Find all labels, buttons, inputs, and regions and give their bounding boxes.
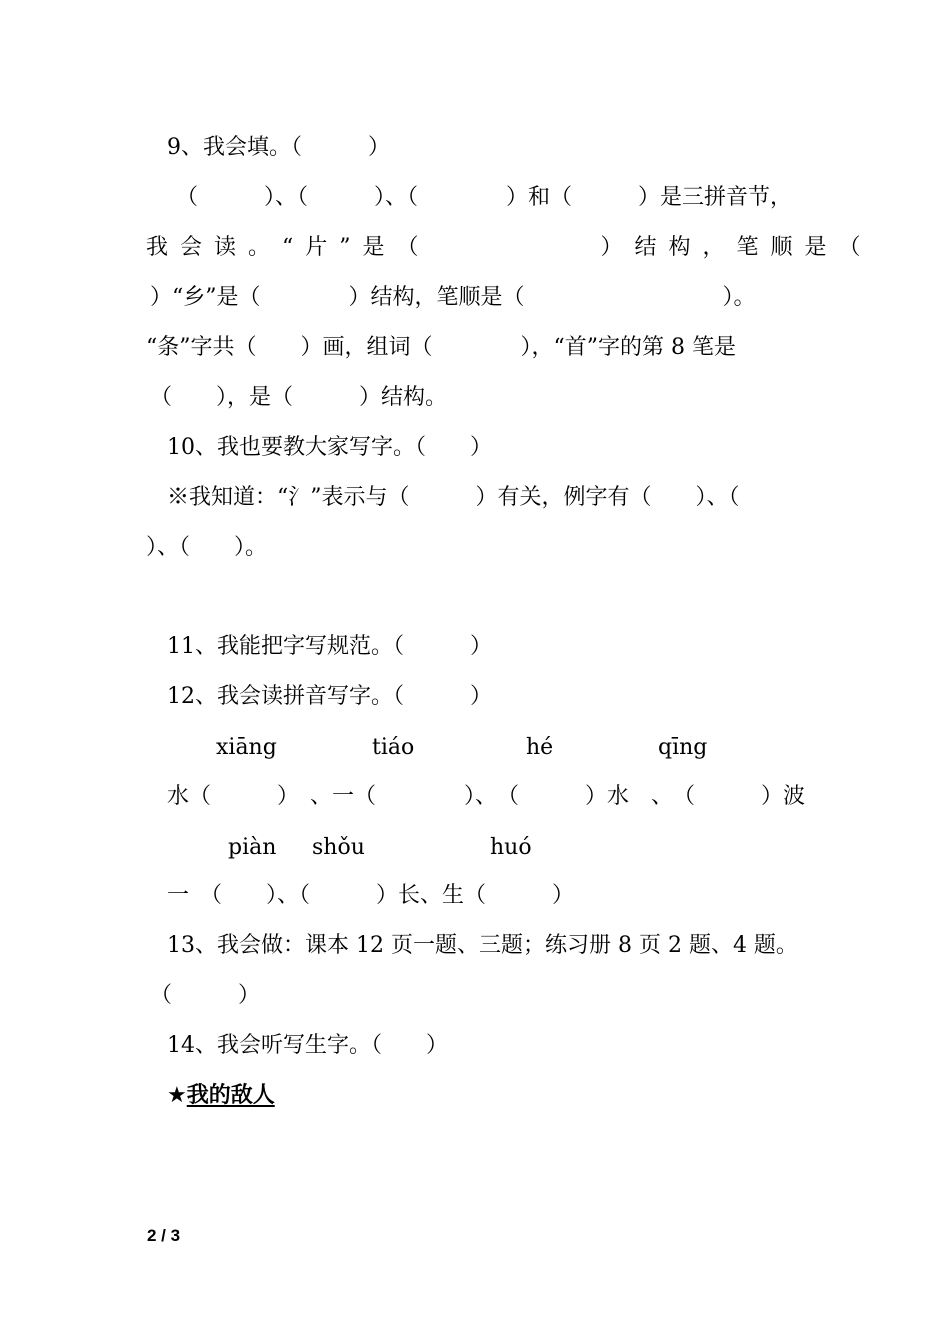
- pinyin-tiao: tiáo: [372, 735, 415, 760]
- question-12-title: 12、我会读拼音写字。（ ）: [167, 684, 492, 709]
- section-heading: [167, 1081, 275, 1111]
- pinyin-huo: huó: [490, 835, 532, 860]
- question-10-title: 10、我也要教大家写字。（ ）: [167, 435, 492, 460]
- q10-line-2: ）、（ ）。: [146, 535, 268, 560]
- question-11-title: 11、我能把字写规范。（ ）: [167, 634, 492, 659]
- star-icon: ★: [167, 1083, 187, 1108]
- pinyin-shou: shǒu: [312, 835, 365, 860]
- q9-line-1: （ ）、（ ）、（ ）和（ ）是三拼音节，: [176, 185, 793, 210]
- pinyin-he: hé: [526, 735, 554, 760]
- question-13-title: 13、我会做：课本 12 页一题、三题；练习册 8 页 2 题、4 题。: [167, 933, 798, 958]
- q9-line-5: （ ），是（ ）结构。: [150, 385, 448, 410]
- q12-line-2: 一 （ ）、（ ）长、生（ ）: [167, 883, 575, 908]
- q9-line-2: 我会读。“片”是（ ）结构，笔顺是（: [146, 235, 873, 260]
- question-14-title: 14、我会听写生字。（ ）: [167, 1033, 448, 1058]
- section-heading-text: 我的敌人: [186, 1083, 275, 1108]
- q12-line-1: 水（ ） 、一（ ）、 （ ）水 、 （ ）波: [167, 784, 806, 809]
- q10-line-1: ※我知道：“氵”表示与（ ）有关，例字有（ ）、（: [167, 485, 740, 510]
- pinyin-pian: piàn: [228, 835, 277, 860]
- pinyin-qing: qīng: [658, 735, 708, 760]
- q9-line-3: ）“乡”是（ ）结构，笔顺是（ ）。: [150, 285, 756, 310]
- question-9-title: 9、我会填。（ ）: [167, 135, 390, 160]
- q13-line-2: （ ）: [150, 983, 261, 1008]
- q9-line-4: “条”字共（ ）画，组词（ ），“首”字的第 8 笔是: [146, 335, 736, 360]
- page-number: 2 / 3: [147, 1226, 181, 1245]
- pinyin-xiang: xiāng: [216, 735, 277, 760]
